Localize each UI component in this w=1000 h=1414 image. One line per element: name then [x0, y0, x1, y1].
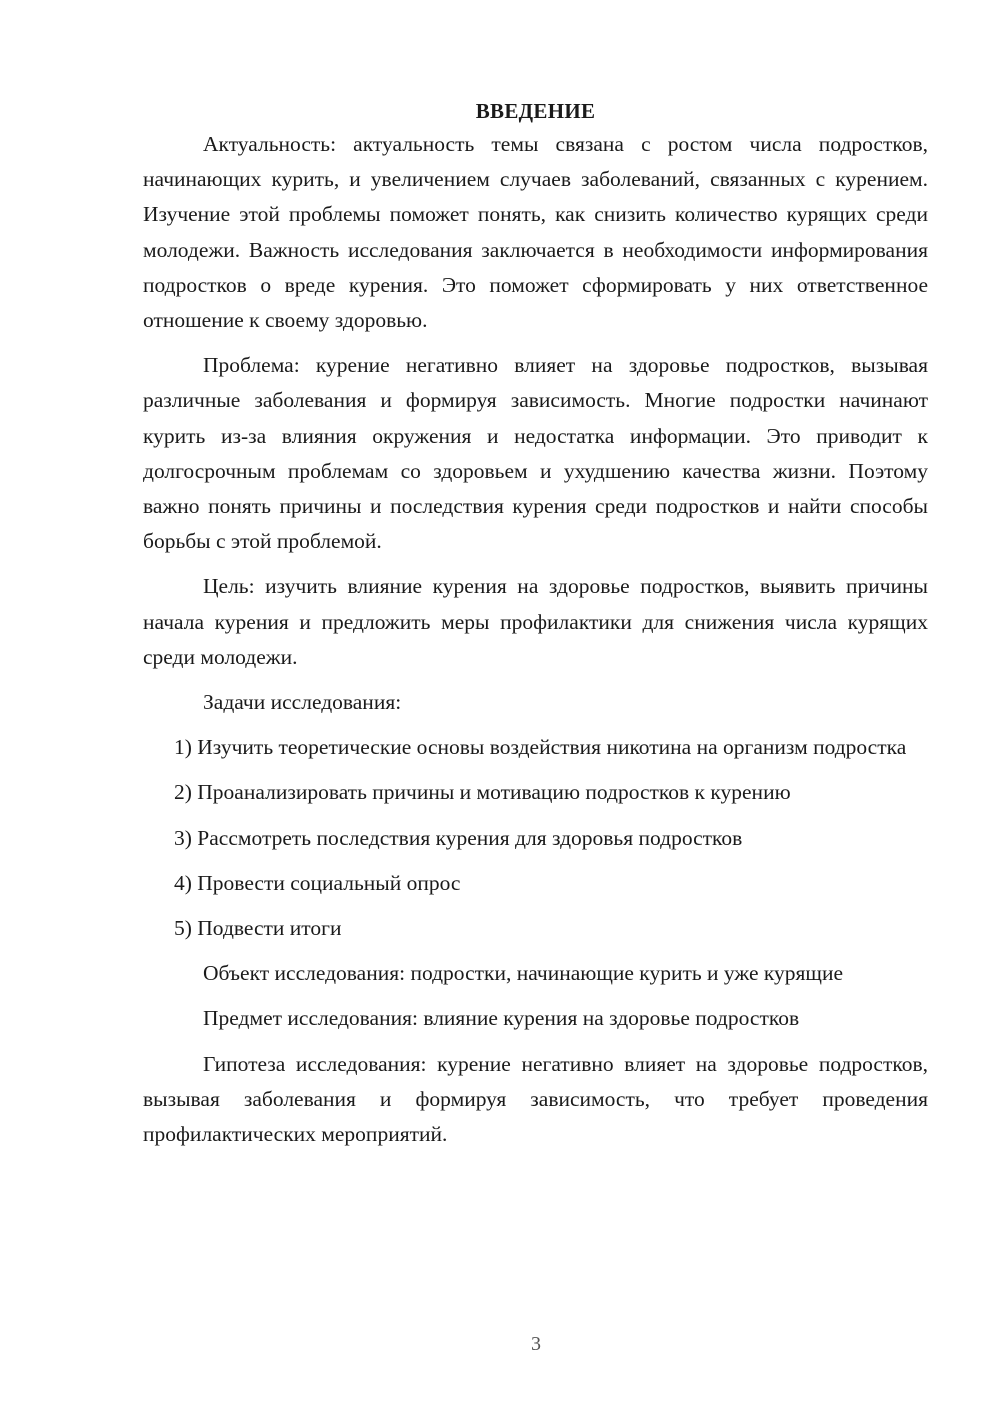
subject-paragraph: Предмет исследования: влияние курения на здоровье подростков — [203, 1006, 800, 1031]
tasks-heading: Задачи исследования: — [203, 690, 402, 715]
object-paragraph: Объект исследования: подростки, начинающие курить и уже курящие — [203, 961, 843, 986]
problem-paragraph: Проблема: курение негативно влияет на здоровье подростков, вызывая различные заболевания и формируя зависимость. Многие подростки начинают курить из-за влияния окружения и недостатка информации. Это приводит к долгосрочным проблемам со здоровьем и ухудшению качества жизни. Поэтому важно понять причины и последствия курения среди подростков и найти способы борьбы с этой проблемой. — [143, 353, 928, 554]
task-item: 4) Провести социальный опрос — [174, 870, 461, 895]
relevance-paragraph: Актуальность: актуальность темы связана с ростом числа подростков, начинающих курить, и увеличением случаев заболеваний, связанных с курением. Изучение этой проблемы поможет понять, как снизить количество курящих среди молодежи. Важность исследования заключается в необходимости информирования подростков о вреде курения. Это поможет сформировать у них ответственное отношение к своему здоровью. — [143, 132, 928, 333]
hypothesis-paragraph: Гипотеза исследования: курение негативно влияет на здоровье подростков, вызывая заболевания и формируя зависимость, что требует проведения профилактических мероприятий. — [143, 1051, 928, 1147]
section-heading: ВВЕДЕНИЕ — [475, 99, 596, 123]
task-item: 2) Проанализировать причины и мотивацию подростков к курению — [174, 780, 791, 805]
task-item: 5) Подвести итоги — [174, 916, 342, 941]
page-number: 3 — [531, 1333, 541, 1355]
task-item: 1) Изучить теоретические основы воздействия никотина на организм подростка — [174, 735, 907, 760]
document-page — [143, 95, 928, 1162]
goal-paragraph: Цель: изучить влияние курения на здоровье подростков, выявить причины начала курения и предложить меры профилактики для снижения числа курящих среди молодежи. — [143, 574, 928, 669]
task-item: 3) Рассмотреть последствия курения для здоровья подростков — [174, 825, 743, 850]
